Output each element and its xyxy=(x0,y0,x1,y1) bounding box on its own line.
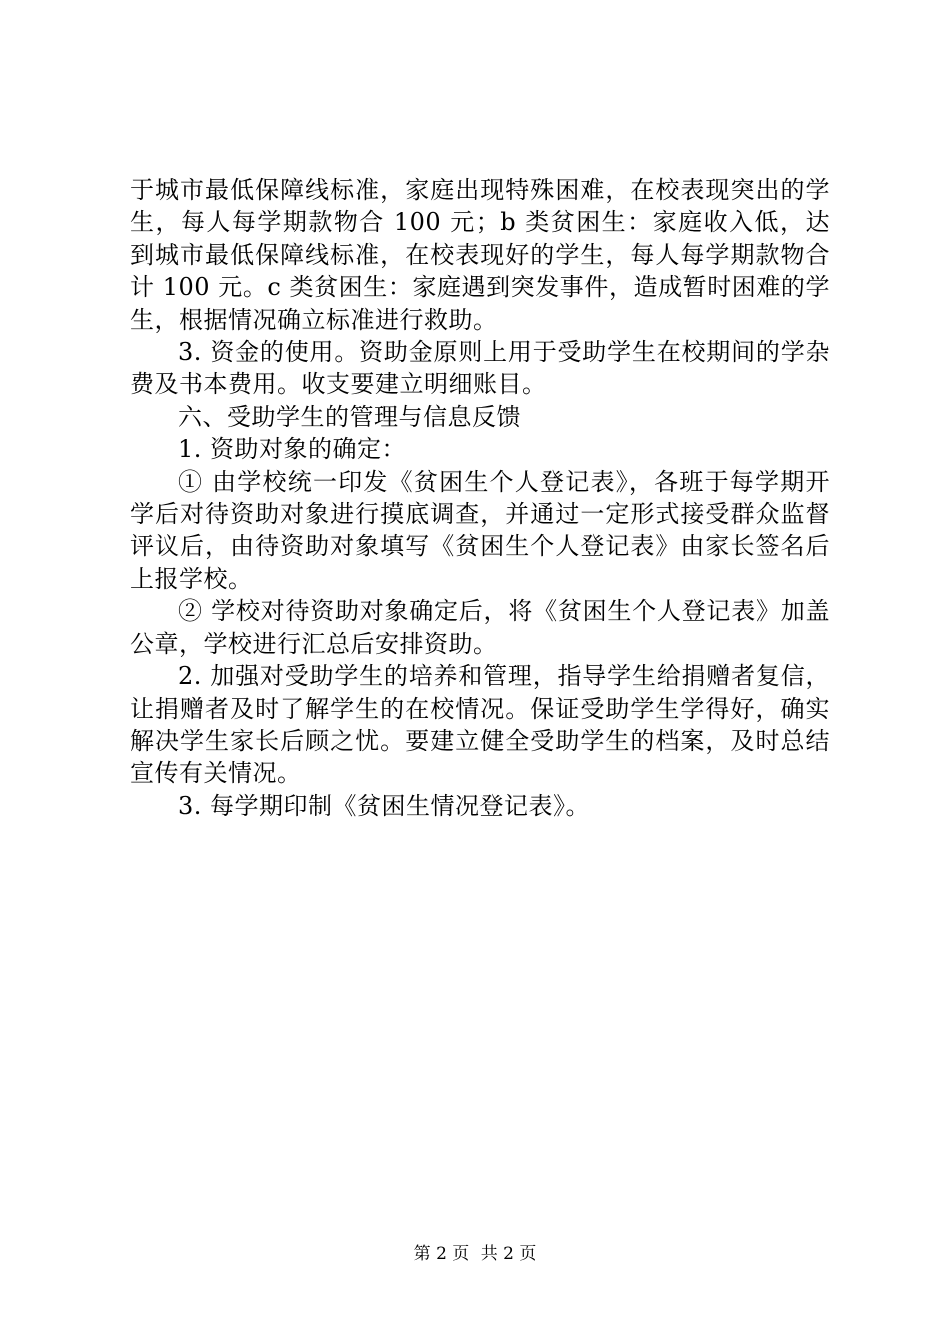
paragraph-1: 于城市最低保障线标准，家庭出现特殊困难，在校表现突出的学生，每人每学期款物合 100 元；b 类贫困生：家庭收入低，达到城市最低保障线标准，在校表现好的学生，每人每学期款物合计 100 元。c 类贫困生：家庭遇到突发事件，造成暂时困难的学生，根据情况确立标准进行救助。 xyxy=(130,176,830,334)
paragraph-4: 1. 资助对象的确定： xyxy=(178,435,407,464)
page-number: 第 2 页 xyxy=(413,1244,470,1264)
paragraph-5: ① 由学校统一印发《贫困生个人登记表》，各班于每学期开学后对待资助对象进行摸底调查，并通过一定形式接受群众监督评议后，由待资助对象填写《贫困生个人登记表》由家长签名后上报学校。 xyxy=(130,467,830,593)
document-body xyxy=(130,174,830,822)
paragraph-7: 2. 加强对受助学生的培养和管理，指导学生给捐赠者复信，让捐赠者及时了解学生的在校情况。保证受助学生学得好，确实解决学生家长后顾之忧。要建立健全受助学生的档案，及时总结宣传有关情况。 xyxy=(130,662,830,788)
page-total: 共 2 页 xyxy=(480,1244,537,1264)
section-heading: 六、受助学生的管理与信息反馈 xyxy=(178,402,521,431)
paragraph-2: 3. 资金的使用。资助金原则上用于受助学生在校期间的学杂费及书本费用。收支要建立明细账目。 xyxy=(130,338,830,399)
paragraph-6: ② 学校对待资助对象确定后，将《贫困生个人登记表》加盖公章，学校进行汇总后安排资助。 xyxy=(130,597,830,658)
page-footer xyxy=(0,1243,950,1265)
paragraph-8: 3. 每学期印制《贫困生情况登记表》。 xyxy=(178,791,591,820)
